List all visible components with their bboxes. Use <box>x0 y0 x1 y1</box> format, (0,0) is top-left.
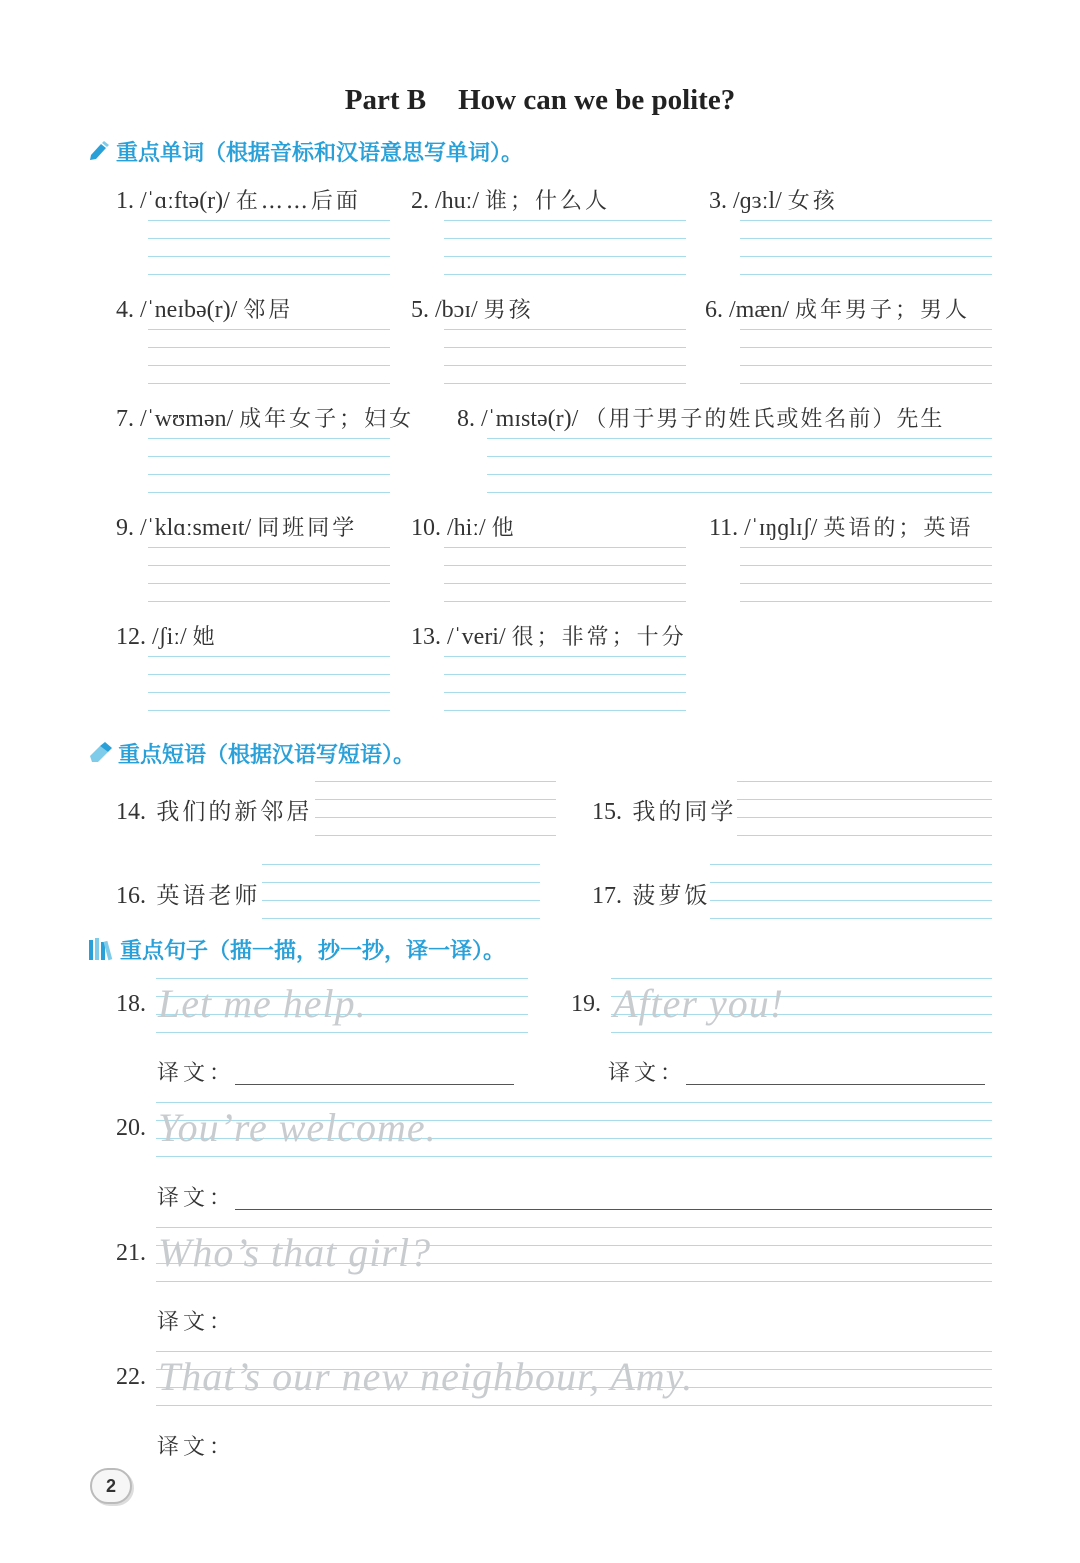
word-item: 4. /ˈneɪbə(r)/ 邻居 <box>116 297 294 323</box>
word-item: 2. /huː/ 谁；什么人 <box>411 188 611 214</box>
writing-lines[interactable] <box>737 781 992 837</box>
sentence-number: 22. <box>116 1364 146 1390</box>
writing-lines[interactable] <box>315 781 556 837</box>
part-question: How can we be polite? <box>458 84 736 116</box>
writing-lines[interactable] <box>148 656 390 712</box>
part-label: Part B <box>344 84 427 116</box>
tracing-sentence: After you! <box>613 981 785 1026</box>
translation-line[interactable] <box>235 1084 514 1085</box>
writing-lines[interactable] <box>444 547 686 603</box>
tracing-sentence: Who’s that girl? <box>158 1230 432 1275</box>
translation-label: 译文： <box>608 1061 687 1086</box>
books-icon <box>88 937 114 967</box>
translation-line[interactable] <box>686 1084 985 1085</box>
word-item: 10. /hiː/ 他 <box>411 515 517 541</box>
page-title <box>0 84 1080 117</box>
word-item: 6. /mæn/ 成年男子；男人 <box>705 297 971 323</box>
section-sentences-header: 重点句子（描一描，抄一抄，译一译）。 <box>88 934 505 967</box>
word-item: 5. /bɔɪ/ 男孩 <box>411 297 534 323</box>
word-item: 3. /ɡɜːl/ 女孩 <box>709 188 838 214</box>
section-words-header: 重点单词（根据音标和汉语意思写单词）。 <box>88 136 523 168</box>
writing-lines[interactable] <box>148 329 390 385</box>
writing-lines[interactable] <box>740 547 992 603</box>
eraser-icon <box>88 742 112 770</box>
word-item: 11. /ˈɪŋɡlɪʃ/ 英语的；英语 <box>709 515 974 541</box>
word-item: 12. /ʃiː/ 她 <box>116 624 218 650</box>
translation-line[interactable] <box>235 1209 992 1210</box>
phrase-item: 17. 菠萝饭 <box>592 883 711 909</box>
writing-lines[interactable] <box>740 329 992 385</box>
writing-lines[interactable] <box>148 547 390 603</box>
word-item: 9. /ˈklɑːsmeɪt/ 同班同学 <box>116 515 358 541</box>
word-item: 13. /ˈveri/ 很；非常；十分 <box>411 624 687 650</box>
writing-lines[interactable] <box>148 438 390 494</box>
writing-lines[interactable] <box>262 864 540 920</box>
phrase-item: 16. 英语老师 <box>116 883 261 909</box>
tracing-sentence: Let me help. <box>158 981 367 1026</box>
writing-lines[interactable] <box>444 220 686 276</box>
sentence-number: 18. <box>116 991 146 1017</box>
tracing-sentence: That’s our new neighbour, Amy. <box>158 1354 694 1399</box>
writing-lines[interactable] <box>148 220 390 276</box>
translation-label: 译文： <box>157 1310 236 1335</box>
sentence-number: 21. <box>116 1240 146 1266</box>
section-phrases-header: 重点短语（根据汉语写短语）。 <box>88 738 415 770</box>
writing-lines[interactable] <box>444 329 686 385</box>
writing-lines[interactable] <box>444 656 686 712</box>
word-item: 7. /ˈwʊmən/ 成年女子；妇女 <box>116 406 415 432</box>
translation-label: 译文： <box>157 1186 236 1211</box>
sentence-number: 19. <box>571 991 601 1017</box>
translation-label: 译文： <box>157 1435 236 1460</box>
phrase-item: 14. 我们的新邻居 <box>116 799 313 825</box>
tracing-sentence: You’re welcome. <box>158 1105 437 1150</box>
writing-lines[interactable] <box>740 220 992 276</box>
writing-lines[interactable] <box>710 864 992 920</box>
word-item: 8. /ˈmɪstə(r)/ （用于男子的姓氏或姓名前）先生 <box>457 406 945 432</box>
page-number: 2 <box>90 1468 132 1504</box>
word-item: 1. /ˈɑːftə(r)/ 在……后面 <box>116 188 361 214</box>
writing-lines[interactable] <box>487 438 992 494</box>
phrase-item: 15. 我的同学 <box>592 799 737 825</box>
sentence-number: 20. <box>116 1115 146 1141</box>
pencil-icon <box>88 140 110 168</box>
translation-label: 译文： <box>157 1061 236 1086</box>
